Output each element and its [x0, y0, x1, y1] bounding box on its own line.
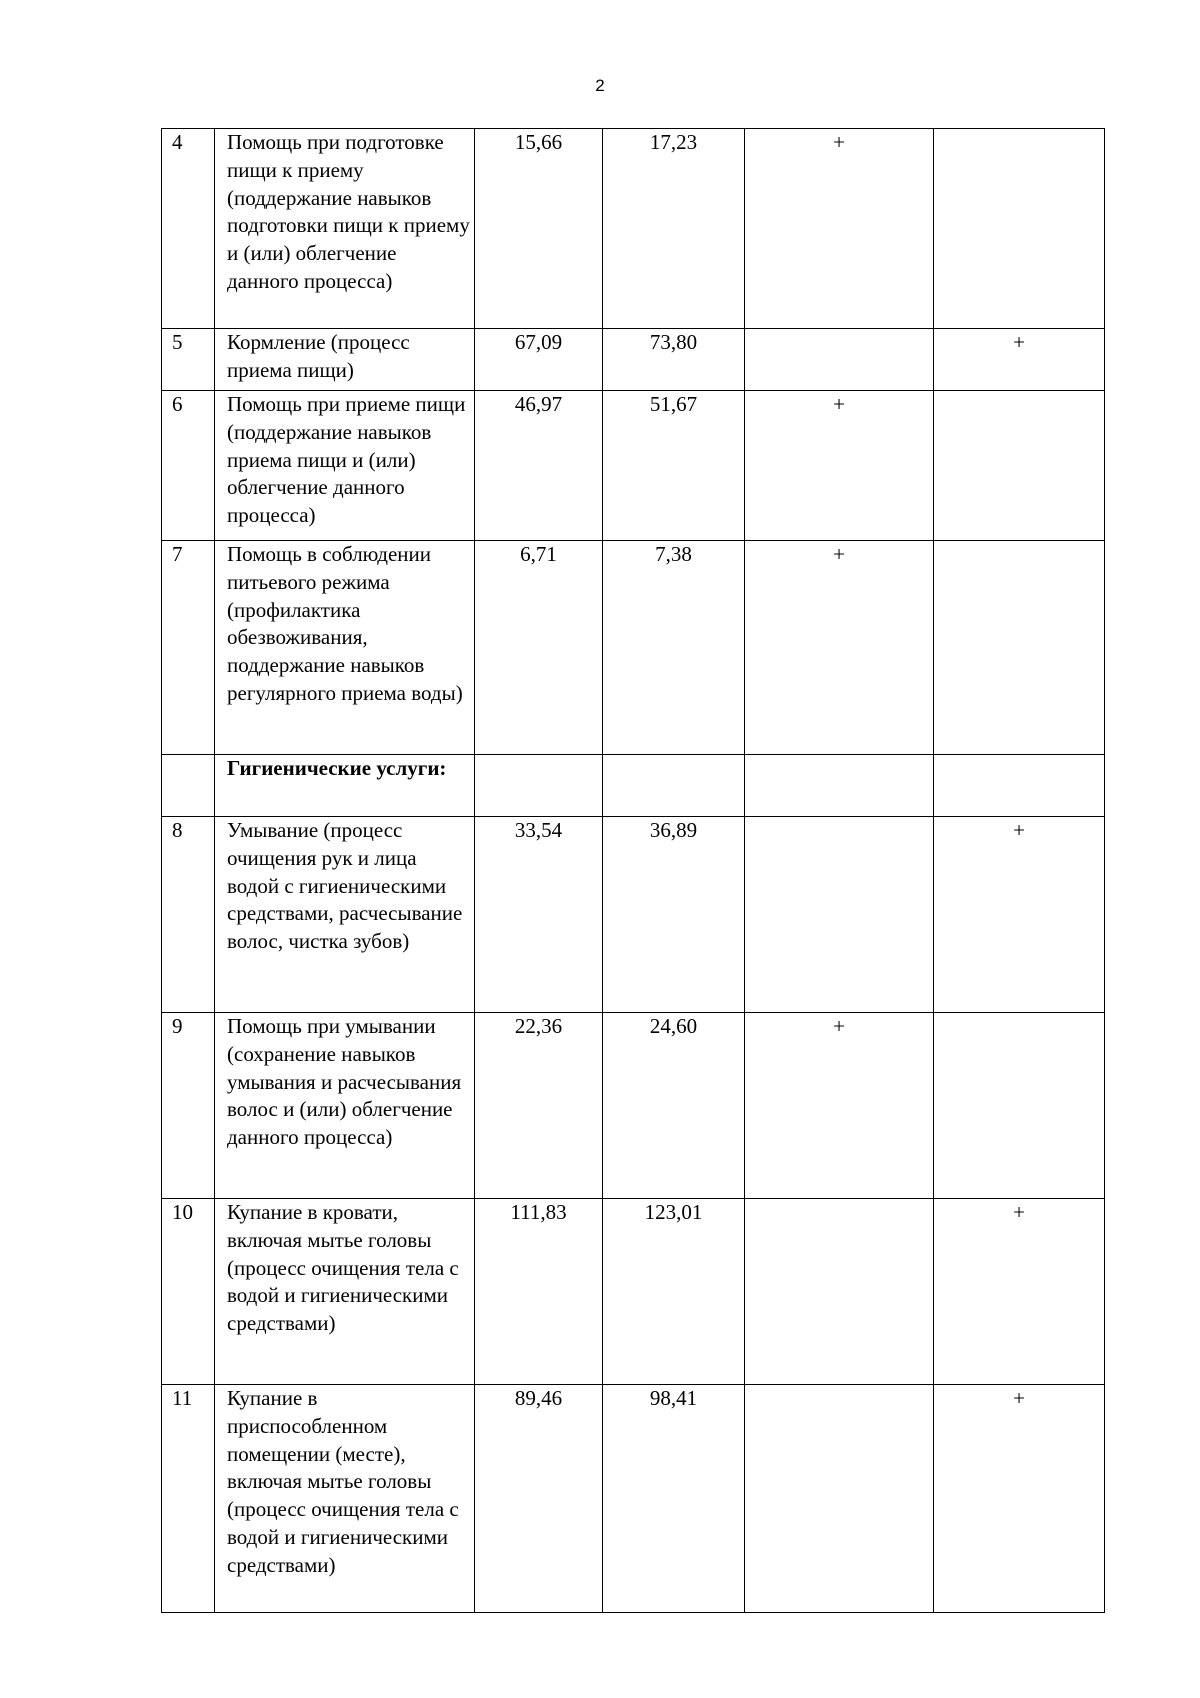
services-table: [161, 128, 1105, 1613]
section-row: [162, 755, 1105, 817]
mark-2: [934, 129, 1105, 329]
service-name: Кормление (процесс приема пищи): [215, 329, 475, 391]
mark-1: [745, 329, 934, 391]
value-1: 111,83: [475, 1199, 603, 1385]
service-name: Помощь при умывании (сохранение навыков умывания и расчесывания волос и (или) облегчение данного процесса): [215, 1013, 475, 1199]
section-title: [215, 755, 475, 817]
service-name: Умывание (процесс очищения рук и лица водой с гигиеническими средствами, расчесывание волос, чистка зубов): [215, 817, 475, 1013]
table-row: [162, 1013, 1105, 1199]
mark-2: [934, 1013, 1105, 1199]
value-1: [475, 755, 603, 817]
mark-1: +: [745, 129, 934, 329]
value-2: 24,60: [603, 1013, 745, 1199]
mark-2: [934, 541, 1105, 755]
service-name: Помощь в соблюдении питьевого режима (профилактика обезвоживания, поддержание навыков регулярного приема воды): [215, 541, 475, 755]
row-number: [162, 755, 215, 817]
service-name: Купание в кровати, включая мытье головы (процесс очищения тела с водой и гигиеническими средствами): [215, 1199, 475, 1385]
mark-2: [934, 755, 1105, 817]
mark-1: [745, 755, 934, 817]
service-name: Купание в приспособленном помещении (месте), включая мытье головы (процесс очищения тела с водой и гигиеническими средствами): [215, 1385, 475, 1613]
service-name: Помощь при приеме пищи (поддержание навыков приема пищи и (или) облегчение данного процесса): [215, 391, 475, 541]
value-2: 51,67: [603, 391, 745, 541]
mark-1: +: [745, 391, 934, 541]
row-number: 4: [162, 129, 215, 329]
row-number: 9: [162, 1013, 215, 1199]
value-1: 6,71: [475, 541, 603, 755]
mark-2: [934, 391, 1105, 541]
mark-2: +: [934, 1385, 1105, 1613]
value-2: [603, 755, 745, 817]
table-row: [162, 329, 1105, 391]
page-number: 2: [595, 76, 605, 95]
table-row: [162, 1385, 1105, 1613]
value-2: 36,89: [603, 817, 745, 1013]
mark-2: +: [934, 817, 1105, 1013]
value-1: 15,66: [475, 129, 603, 329]
table-row: [162, 1199, 1105, 1385]
row-number: 5: [162, 329, 215, 391]
mark-1: [745, 1385, 934, 1613]
table-row: [162, 129, 1105, 329]
row-number: 7: [162, 541, 215, 755]
section-title-text: Гигиенические услуги:: [227, 756, 447, 780]
row-number: 6: [162, 391, 215, 541]
value-2: 17,23: [603, 129, 745, 329]
mark-2: +: [934, 329, 1105, 391]
mark-2: +: [934, 1199, 1105, 1385]
row-number: 10: [162, 1199, 215, 1385]
service-name: Помощь при подготовке пищи к приему (поддержание навыков подготовки пищи к приему и (или) облегчение данного процесса): [215, 129, 475, 329]
table-row: [162, 817, 1105, 1013]
mark-1: [745, 817, 934, 1013]
value-2: 73,80: [603, 329, 745, 391]
table-row: [162, 391, 1105, 541]
row-number: 8: [162, 817, 215, 1013]
mark-1: +: [745, 541, 934, 755]
row-number: 11: [162, 1385, 215, 1613]
table-row: [162, 541, 1105, 755]
value-2: 98,41: [603, 1385, 745, 1613]
mark-1: [745, 1199, 934, 1385]
mark-1: +: [745, 1013, 934, 1199]
value-1: 22,36: [475, 1013, 603, 1199]
value-1: 33,54: [475, 817, 603, 1013]
value-1: 67,09: [475, 329, 603, 391]
table-body: [162, 129, 1105, 1613]
value-2: 123,01: [603, 1199, 745, 1385]
value-1: 46,97: [475, 391, 603, 541]
value-2: 7,38: [603, 541, 745, 755]
value-1: 89,46: [475, 1385, 603, 1613]
